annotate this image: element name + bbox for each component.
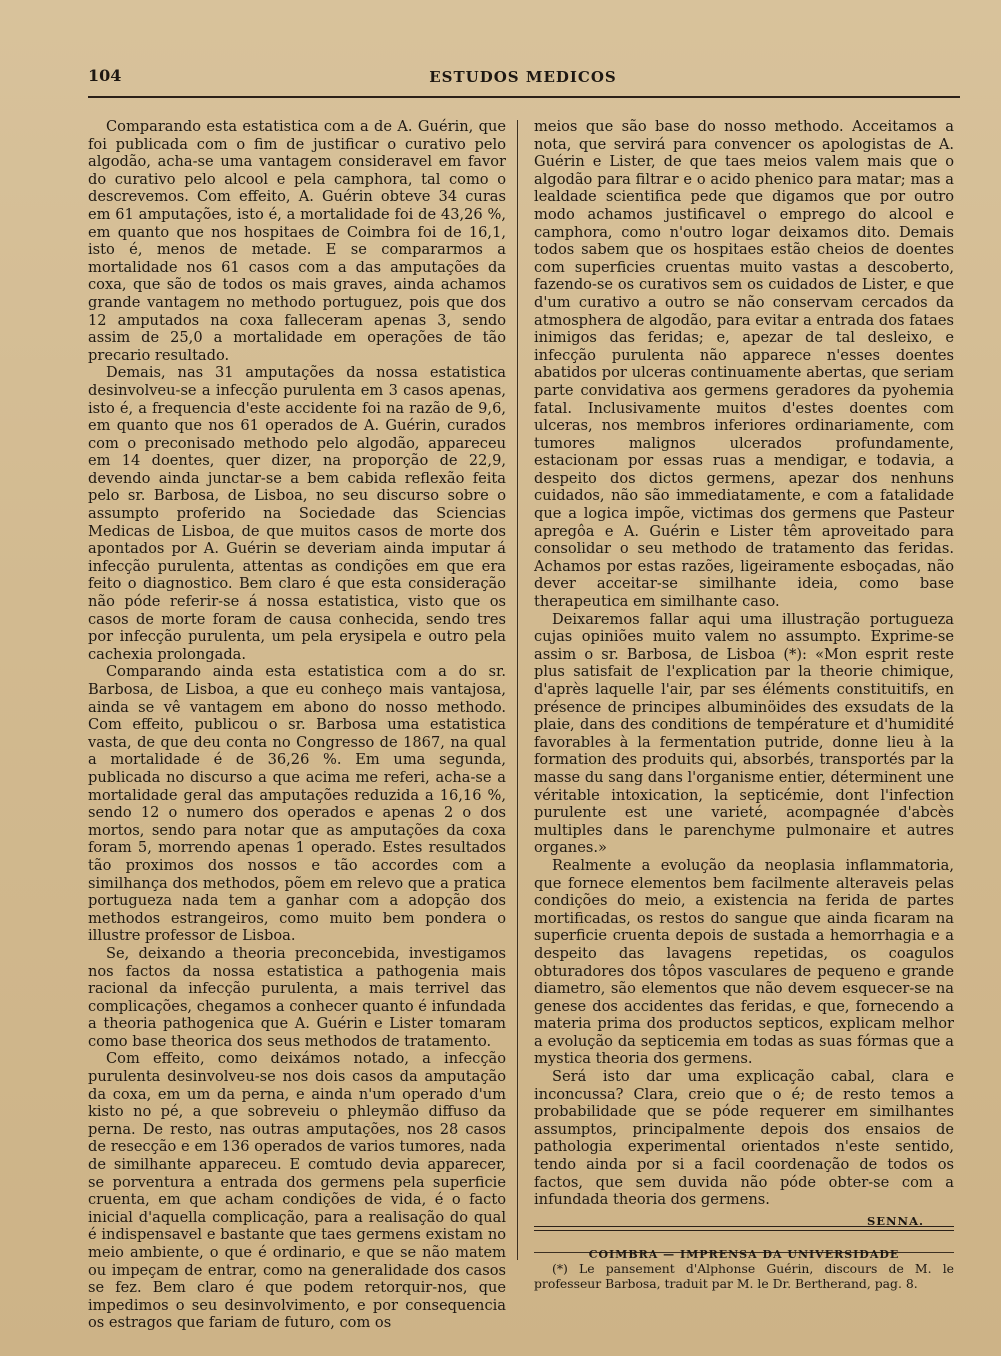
paragraph: Se, deixando a theoria preconcebida, investigamos nos factos da nossa estatistica a pathogenia mais racional da infecção purulenta, a mais terrivel das complicações, chegamos a conhecer quanto é infundada a theoria pathogenica que A. Guérin e Lister tomaram como base theorica dos seus methodos de tratamento. bbox=[88, 944, 506, 1050]
paragraph: Será isto dar uma explicação cabal, clara e inconcussa? Clara, creio que o é; de resto temos a probabilidade que se póde requerer em similhantes assumptos, principalmente depois dos ensaios de pathologia experimental orientados n'este sentido, tendo ainda por si a facil coordenação de todos os factos, que sem duvida não póde obter-se com a infundada theoria dos germens. bbox=[534, 1068, 954, 1209]
header-rule bbox=[88, 96, 960, 98]
paragraph: Deixaremos fallar aqui uma illustração portugueza cujas opiniões muito valem no assumpto. Exprime-se assim o sr. Barbosa, de Lisboa (*): «Mon esprit reste plus satisfait de l'explication par la theorie chimique, d'après laquelle l'air, par ses éléments constituitifs, en présence de principes albuminöides des exsudats de la plaie, dans des conditions de température et d'humidité favorables à la fermentation putride, donne lieu à la formation des produits qui, absorbés, transportés par la masse du sang dans l'organisme entier, déterminent une véritable intoxication, la septicémie, dont l'infection purulente est une varieté, acompagnée d'abcès multiples dans le parenchyme pulmonaire et autres organes.» bbox=[534, 610, 954, 857]
page-header bbox=[88, 64, 958, 92]
right-column bbox=[534, 118, 954, 1291]
paragraph-continuation: meios que são base do nosso methodo. Acceitamos a nota, que servirá para convencer os apologistas de A. Guérin e Lister, de que taes meios valem mais que o algodão para filtrar e o acido phenico para matar; mas a lealdade scientifica pede que digamos que por outro modo achamos justificavel o emprego do alcool e camphora, como n'outro logar deixamos dito. Demais todos sabem que os hospitaes estão cheios de doentes com superficies cruentas muito vastas a descoberto, fazendo-se os curativos sem os cuidados de Lister, e que d'um curativo a outro se não conservam cercados da atmosphera de algodão, para evitar a entrada dos fataes inimigos das feridas; e, apezar de tal desleixo, e infecção purulenta não apparece n'esses doentes abatidos por ulceras continuamente abertas, que seriam parte convidativa aos germens geradores da pyohemia fatal. Inclusivamente muitos d'estes doentes com ulceras, nos membros inferiores ordinariamente, com tumores malignos ulcerados profundamente, estacionam por essas ruas a mendigar, e todavia, a despeito dos dictos germens, apezar dos nenhuns cuidados, não são immediatamente, e com a fatalidade que a logica impõe, victimas dos germens que Pasteur apregôa e A. Guérin e Lister têm aproveitado para consolidar o seu methodo de tratamento das feridas. Achamos por estas razões, ligeiramente esboçadas, não dever acceitar-se similhante ideia, como base therapeutica em similhante caso. bbox=[534, 118, 954, 611]
paragraph: Comparando ainda esta estatistica com a do sr. Barbosa, de Lisboa, a que eu conheço mais vantajosa, ainda se vê vantagem em abono do nosso methodo. Com effeito, publicou o sr. Barbosa uma estatistica vasta, de que deu conta no Congresso de 1867, na qual a mortalidade é de 36,26 %. Em uma segunda, publicada no discurso a que acima me referi, acha-se a mortalidade geral das amputações reduzida a 16,16 %, sendo 12 o numero dos operados e apenas 2 o dos mortos, sendo para notar que as amputações da coxa foram 5, morrendo apenas 1 operado. Estes resultados tão proximos dos nossos e tão accordes com a similhança dos methodos, põem em relevo que a pratica portugueza nada tem a ganhar com a adopção dos methodos estrangeiros, como muito bem pondera o illustre professor de Lisboa. bbox=[88, 663, 506, 945]
column-divider bbox=[517, 120, 518, 1260]
running-head: ESTUDOS MEDICOS bbox=[429, 68, 617, 86]
footnote: (*) Le pansement d'Alphonse Guérin, discours de M. le professeur Barbosa, traduit par M. le Dr. Bertherand, pag. 8. bbox=[534, 1261, 954, 1292]
page-number: 104 bbox=[88, 66, 122, 85]
paragraph: Demais, nas 31 amputações da nossa estatistica desinvolveu-se a infecção purulenta em 3 casos apenas, isto é, a frequencia d'este accidente foi na razão de 9,6, em quanto que nos 61 operados de A. Guérin, curados com o preconisado methodo pelo algodão, appareceu em 14 doentes, quer dizer, na proporção de 22,9, devendo ainda junctar-se a bem cabida reflexão feita pelo sr. Barbosa, de Lisboa, no seu discurso sobre o assumpto proferido na Sociedade das Sciencias Medicas de Lisboa, de que muitos casos de morte dos apontados por A. Guérin se deveriam ainda imputar á infecção purulenta, attentas as condições em que era feito o diagnostico. Bem claro é que esta consideração não póde referir-se á nossa estatistica, visto que os casos de morte foram de causa conhecida, sendo tres por infecção purulenta, um pela erysipela e outro pela cachexia prolongada. bbox=[88, 364, 506, 663]
imprint-rule bbox=[534, 1226, 954, 1231]
printer-imprint: COIMBRA — IMPRENSA DA UNIVERSIDADE bbox=[588, 1248, 900, 1261]
author-signature: SENNA. bbox=[866, 1213, 924, 1228]
paragraph: Realmente a evolução da neoplasia inflammatoria, que fornece elementos bem facilmente alteraveis pelas condições do meio, a existencia na ferida de partes mortificadas, os restos do sangue que ainda ficaram na superficie cruenta depois de sustada a hemorrhagia e a despeito das lavagens repetidas, os coagulos obturadores dos tôpos vasculares de pequeno e grande diametro, são elementos que não devem esquecer-se na genese dos accidentes das feridas, e que, fornecendo a materia prima dos productos septicos, explicam melhor a evolução da septicemia em todas as suas fórmas que a mystica theoria dos germens. bbox=[534, 856, 954, 1068]
paragraph: Com effeito, como deixámos notado, a infecção purulenta desinvolveu-se nos dois casos da amputação da coxa, em um da perna, e ainda n'um operado d'um kisto no pé, a que sobreveiu o phleymão diffuso da perna. De resto, nas outras amputações, nos 28 casos de resecção e em 136 operados de varios tumores, nada de similhante appareceu. E comtudo devia apparecer, se porventura a entrada dos germens pela superficie cruenta, em que acham condições de vida, é o facto inicial d'aquella complicação, para a realisação do qual é indispensavel e bastante que taes germens existam no meio ambiente, o que é ordinario, e que se não matem ou impeçam de entrar, como na generalidade dos casos se fez. Bem claro é que podem retorquir-nos, que impedimos o seu desinvolvimento, e por consequencia os estragos que fariam de futuro, com os bbox=[88, 1050, 506, 1332]
left-column bbox=[88, 118, 506, 1332]
paragraph: Comparando esta estatistica com a de A. Guérin, que foi publicada com o fim de justificar o curativo pelo algodão, acha-se uma vantagem consideravel em favor do curativo pelo alcool e pela camphora, tal como o descrevemos. Com effeito, A. Guérin obteve 34 curas em 61 amputações, isto é, a mortalidade foi de 43,26 %, em quanto que nos hospitaes de Coimbra foi de 16,1, isto é, menos de metade. E se compararmos a mortalidade nos 61 casos com a das amputações da coxa, que são de todos os mais graves, ainda achamos grande vantagem no methodo portuguez, pois que dos 12 amputados na coxa falleceram apenas 3, sendo assim de 25,0 a mortalidade em operações de tão precario resultado. bbox=[88, 118, 506, 364]
